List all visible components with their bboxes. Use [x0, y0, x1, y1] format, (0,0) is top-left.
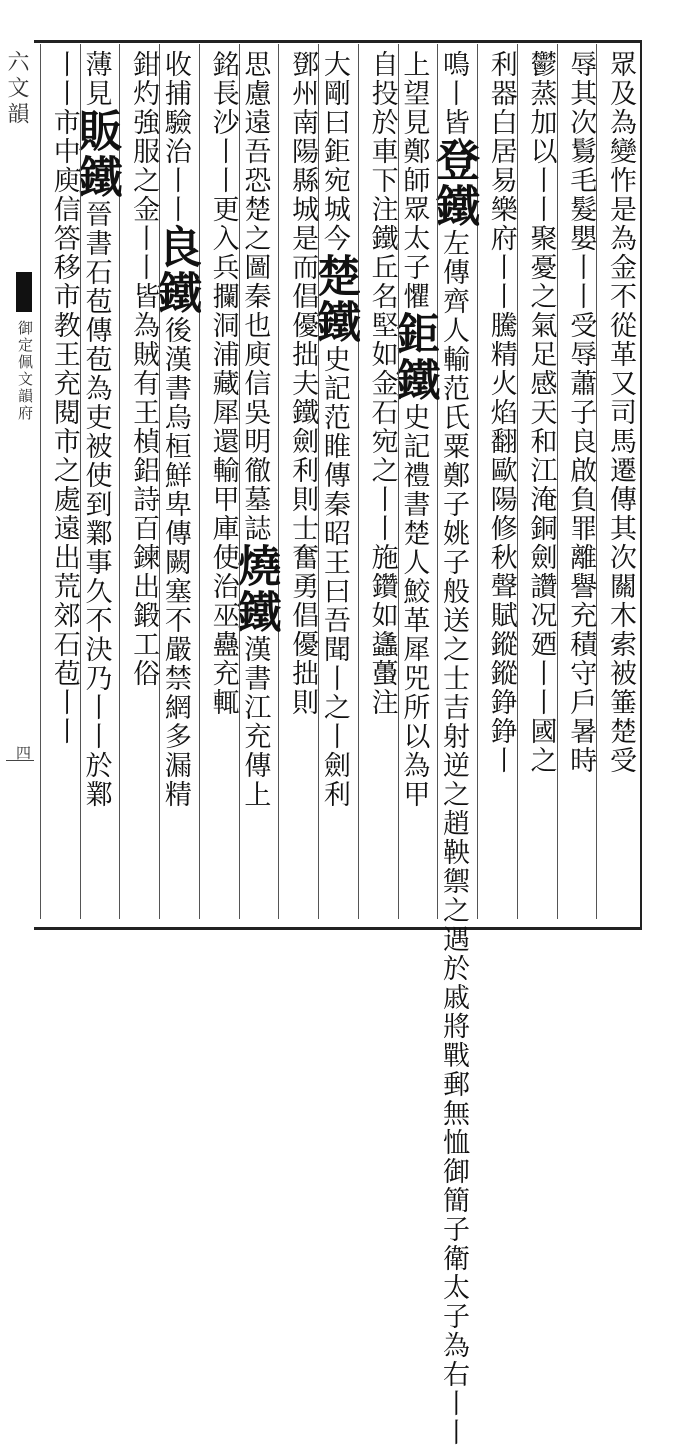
headword: 燒鐵: [229, 543, 281, 635]
column-rule: [437, 44, 438, 919]
margin-rule: [6, 760, 34, 761]
text-column: [428, 50, 480, 1447]
text-column: [481, 50, 515, 910]
column-text: 利器白居易樂府丨丨騰精火焰翻歐陽修秋聲賦鏦鏦錚錚丨: [485, 50, 517, 775]
column-text: 左傳齊人輸范氏粟鄭子姚子般送之士吉射逆之趙: [438, 229, 470, 838]
fishtail-mark: [16, 272, 32, 312]
text-column: [561, 50, 595, 910]
column-rule: [199, 44, 200, 919]
column-rule: [596, 44, 597, 919]
column-text: 上望見鄭師眾太子懼: [398, 50, 430, 311]
headword: 販鐵: [70, 108, 122, 200]
column-rule: [40, 44, 41, 919]
column-text: 鳴丨皆: [438, 50, 470, 137]
text-column: [149, 50, 201, 910]
text-column: [521, 50, 555, 910]
column-text: 銘長沙丨丨更入兵攔洞浦藏犀還輸甲庫: [207, 50, 239, 543]
text-column: [282, 50, 319, 910]
column-rule: [318, 44, 319, 919]
column-text: 收捕驗治丨丨: [159, 50, 191, 224]
column-rule: [159, 44, 160, 919]
text-column: [388, 50, 440, 910]
column-rule: [358, 44, 359, 919]
column-text: 思慮遠吾恐楚之圖秦也庾信吳明徹墓誌: [239, 50, 271, 543]
text-column: [44, 50, 78, 910]
margin-book-title: 御定佩文韻府: [16, 320, 34, 422]
headword: 鉅鐵: [388, 311, 440, 403]
column-text: 丨丨: [48, 50, 80, 108]
text-column: [70, 50, 122, 910]
text-column: [203, 50, 237, 910]
column-text: 使治巫蠱充輒: [207, 543, 239, 717]
column-text: 後漢書烏桓鮮卑傳闕塞不嚴禁網多漏精: [159, 316, 191, 809]
column-text: 堅如金石宛之丨丨施鑽如蠭蠆注: [366, 311, 398, 717]
column-text: 眾及為變怍是為金不從革又司馬遷傳其次關木索被箠楚受: [604, 50, 636, 775]
column-text: 史記禮書楚人鮫革犀兕所以為甲: [398, 403, 430, 809]
column-text: 鬱蒸加以丨丨聚憂之氣足感天和江淹銅劍讚况廼丨丨國之: [525, 50, 557, 775]
text-column: [308, 50, 360, 910]
column-text: 鄧州南陽縣城是: [287, 50, 319, 253]
text-column: [362, 50, 396, 910]
column-text: 金丨丨皆為賊有王楨鋁詩百鍊出鍛工俗: [128, 195, 160, 688]
column-text: 史記范睢傳秦昭王曰吾聞丨之丨劍利: [318, 345, 350, 809]
text-column: [600, 50, 634, 910]
column-text: 薄見: [80, 50, 112, 108]
column-rule: [278, 44, 279, 919]
column-text: 晉書石苞傳苞為吏被使到鄴事久不決乃丨丨於鄴: [80, 200, 112, 809]
column-text: 漢書江充傳上: [239, 635, 271, 809]
text-column: [123, 50, 160, 910]
column-text: 自投於車下注鐵丘名: [366, 50, 398, 311]
column-text: 大剛曰鉅宛城今: [318, 50, 350, 253]
margin-title: 六文韻: [4, 50, 29, 128]
column-text: 鞅禦之遇於戚將戰郵無恤御簡子衛太子為右丨丨: [438, 838, 470, 1447]
column-text: 鉗灼強服之: [128, 50, 160, 195]
column-text: 市中庾信答移市教王充閱市之處遠出荒郊石苞丨丨: [48, 108, 80, 746]
headword: 登鐵: [428, 137, 480, 229]
headword: 楚鐵: [308, 253, 360, 345]
column-text: 辱其次鬄毛髮嬰丨丨受辱蕭子良啟負罪離譽充積守戶暑時: [565, 50, 597, 775]
text-column: [229, 50, 281, 910]
page-number: 四: [14, 745, 32, 760]
column-text: 而倡優拙夫鐵劍利則士奮勇倡優拙則: [287, 253, 319, 717]
headword: 良鐵: [149, 224, 201, 316]
